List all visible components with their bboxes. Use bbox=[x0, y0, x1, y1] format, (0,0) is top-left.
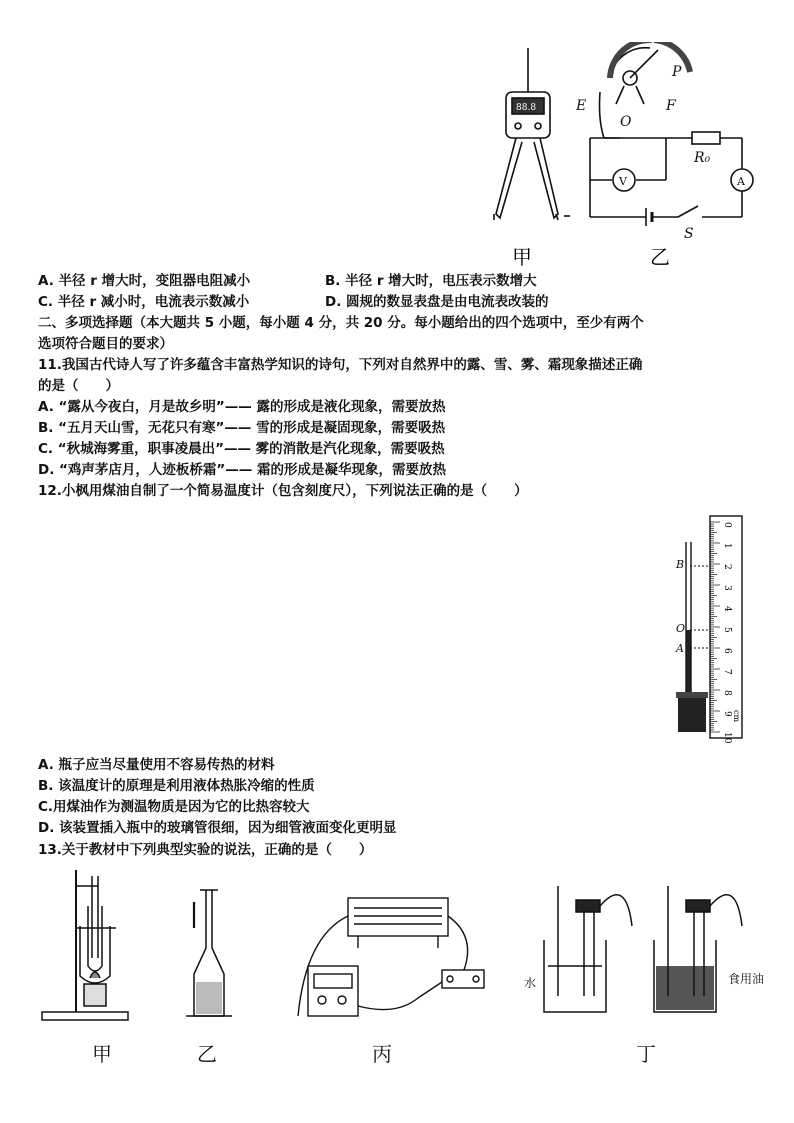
label-bing-bottom: 丙 bbox=[372, 1042, 392, 1066]
label-jia: 甲 bbox=[512, 245, 532, 269]
ruler-number: 10 bbox=[722, 732, 732, 744]
top-figure bbox=[470, 42, 770, 272]
circuit-label-p: P bbox=[672, 64, 682, 80]
label-yi: 乙 bbox=[650, 245, 670, 269]
q11-stem: 11.我国古代诗人写了许多蕴含丰富热学知识的诗句，下列对自然界中的露、雪、雾、霜现象描述正确 bbox=[38, 357, 643, 373]
q12-stem: 12.小枫用煤油自制了一个简易温度计（包含刻度尺），下列说法正确的是（ ） bbox=[38, 483, 528, 499]
ruler-number: 2 bbox=[722, 564, 732, 570]
ruler-number: 1 bbox=[722, 543, 732, 549]
thermo-label-o: O bbox=[676, 622, 686, 635]
ruler-number: 7 bbox=[722, 669, 732, 675]
thermometer-figure bbox=[664, 512, 760, 744]
ruler-number: 4 bbox=[722, 606, 732, 612]
label-jia-bottom: 甲 bbox=[92, 1042, 112, 1066]
apparatus-bing bbox=[298, 898, 484, 1016]
ruler-number: 9 bbox=[722, 711, 732, 717]
q11-option-a: A. “露从今夜白，月是故乡明”—— 露的形成是液化现象，需要放热 bbox=[38, 399, 446, 415]
ruler-number: 3 bbox=[722, 585, 732, 591]
q12-option-c: C.用煤油作为测温物质是因为它的比热容较大 bbox=[38, 799, 310, 815]
label-water: 水 bbox=[524, 976, 537, 990]
voltmeter-icon: V bbox=[619, 175, 627, 188]
experiment-apparatus-drawings bbox=[36, 866, 776, 1066]
q13-figure bbox=[36, 866, 776, 1066]
label-ding-bottom: 丁 bbox=[636, 1042, 656, 1066]
q11-option-d: D. “鸡声茅店月，人迹板桥霜”—— 霜的形成是凝华现象，需要放热 bbox=[38, 462, 446, 478]
q12-option-d: D. 该装置插入瓶中的玻璃管很细，因为细管液面变化更明显 bbox=[38, 820, 397, 836]
digital-compass-drawing bbox=[494, 48, 570, 220]
compass-circuit-diagram bbox=[470, 42, 770, 272]
label-yi-bottom: 乙 bbox=[197, 1042, 217, 1066]
circuit-label-f: F bbox=[666, 98, 676, 114]
q12-option-b: B. 该温度计的原理是利用液体热胀冷缩的性质 bbox=[38, 778, 315, 794]
thermo-label-b: B bbox=[676, 558, 685, 571]
thermometer-ruler-drawing bbox=[664, 512, 760, 744]
apparatus-yi bbox=[186, 890, 232, 1016]
q11-stem-cont: 的是（ ） bbox=[38, 378, 119, 394]
circuit-label-e: E bbox=[576, 98, 587, 114]
q11-option-b: B. “五月天山雪，无花只有寒”—— 雪的形成是凝固现象，需要吸热 bbox=[38, 420, 446, 436]
ruler-number: 5 bbox=[722, 627, 732, 633]
q10-option-d: D. 圆规的数显表盘是由电流表改装的 bbox=[325, 294, 549, 310]
circuit-label-s: S bbox=[684, 226, 694, 242]
q13-stem: 13.关于教材中下列典型实验的说法，正确的是（ ） bbox=[38, 842, 373, 858]
q12-option-a: A. 瓶子应当尽量使用不容易传热的材料 bbox=[38, 757, 275, 773]
svg-text:88.8: 88.8 bbox=[516, 103, 537, 113]
circuit-label-r0: R₀ bbox=[694, 150, 711, 166]
ruler-unit: cm bbox=[732, 710, 741, 723]
section2-heading: 二、多项选择题（本大题共 5 小题，每小题 4 分，共 20 分。每小题给出的四个选项中，至少有两个 bbox=[38, 315, 644, 331]
apparatus-ding bbox=[544, 886, 742, 1012]
circuit-label-o: O bbox=[620, 114, 632, 130]
thermo-label-a: A bbox=[676, 642, 684, 655]
section2-heading-cont: 选项符合题目的要求） bbox=[38, 336, 173, 352]
q10-option-a: A. 半径 r 增大时，变阻器电阻减小 bbox=[38, 273, 251, 289]
ruler-number: 8 bbox=[722, 690, 732, 696]
ruler-number: 6 bbox=[722, 648, 732, 654]
q10-option-c: C. 半径 r 减小时，电流表示数减小 bbox=[38, 294, 250, 310]
ruler-number: 0 bbox=[722, 522, 732, 528]
q11-option-c: C. “秋城海雾重，职事凌晨出”—— 雾的消散是汽化现象，需要吸热 bbox=[38, 441, 445, 457]
q10-option-b: B. 半径 r 增大时，电压表示数增大 bbox=[325, 273, 537, 289]
apparatus-jia bbox=[42, 870, 128, 1020]
label-oil: 食用油 bbox=[728, 972, 765, 986]
ammeter-icon: A bbox=[737, 175, 745, 188]
